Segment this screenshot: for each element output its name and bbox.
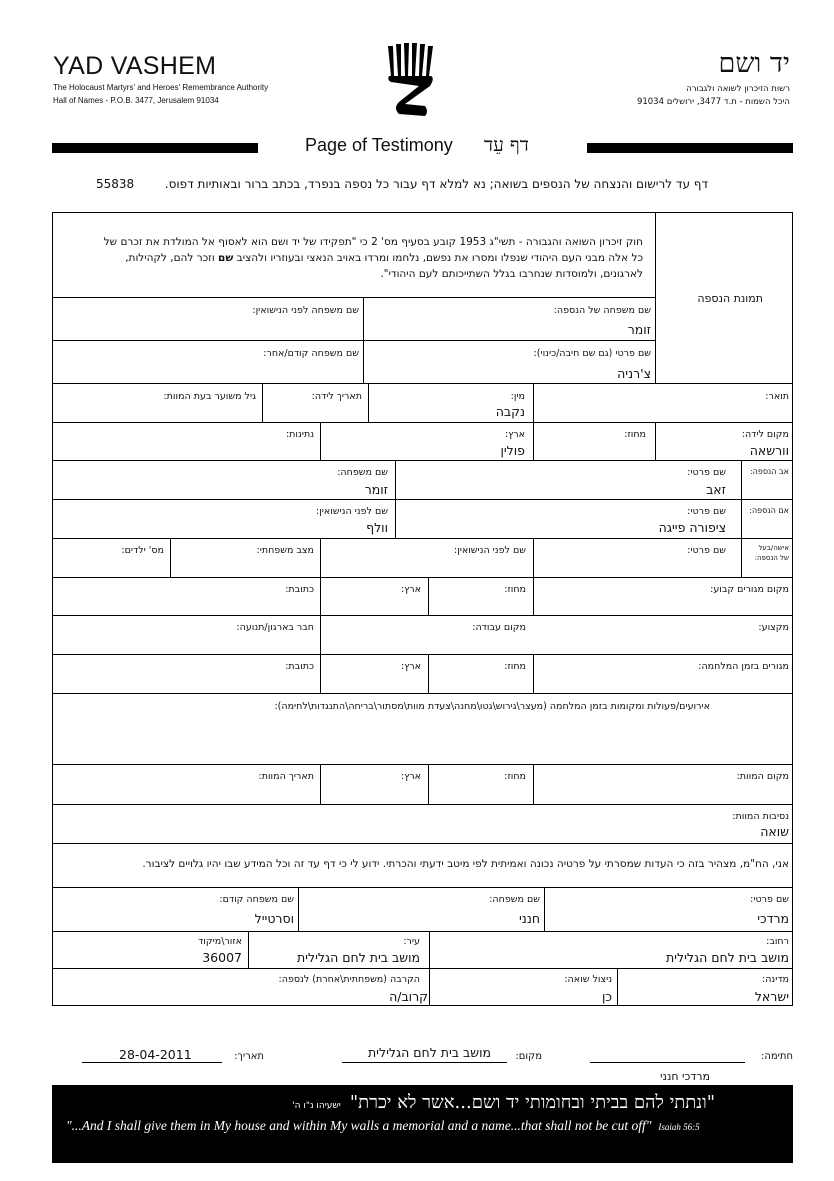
spouse-maiden-label: שם לפני הנישואין: — [453, 545, 526, 556]
org-subtitle-en: The Holocaust Martyrs' and Heroes' Remembrance Authority — [53, 83, 269, 92]
nationality-label: נתינות: — [285, 429, 314, 440]
signer-name: מרדכי חנני — [660, 1070, 710, 1083]
death-country-label: ארץ: — [400, 771, 421, 782]
sign-label: חתימה: — [760, 1051, 793, 1062]
survivor-value[interactable]: כן — [601, 989, 612, 1004]
date-line — [82, 1062, 222, 1063]
death-circ-value[interactable]: שואה — [760, 824, 789, 839]
birth-district-label: מחוז: — [624, 429, 646, 440]
residence-country-label: ארץ: — [400, 584, 421, 595]
mother-label: אם הנספה: — [749, 506, 789, 515]
form-number: 55838 — [96, 177, 135, 191]
residence-district-label: מחוז: — [504, 584, 526, 595]
submitter-surname-value[interactable]: חנני — [519, 911, 540, 926]
birth-country-value[interactable]: פולין — [500, 443, 525, 458]
father-surname-value[interactable]: זומר — [364, 482, 388, 497]
law-text-line-2: כל אלה מבני העם היהודי שנפלו ומסרו את נפשם, נלחמו ומרדו באויב הנאצי ובעוזריו ולהציב שם וזכר להם, לקהילות, — [125, 252, 643, 264]
title-en: Page of Testimony — [305, 135, 453, 155]
dob-label: תאריך לידה: — [311, 391, 362, 402]
mother-first-label: שם פרטי: — [687, 506, 726, 517]
org-member-label: חבר בארגון/תנועה: — [236, 622, 314, 633]
marital-label: מצב משפחתי: — [256, 545, 314, 556]
relation-value[interactable]: קרוב/ה — [389, 989, 428, 1004]
mother-maiden-value[interactable]: וולף — [366, 520, 388, 535]
profession-label: מקצוע: — [758, 622, 789, 633]
org-address-he: היכל השמות - ת.ד 3477, ירושלים 91034 — [636, 97, 790, 107]
birthplace-label: מקום לידה: — [741, 429, 789, 440]
place-line — [342, 1062, 507, 1063]
law-text — [53, 234, 643, 282]
birth-country-label: ארץ: — [504, 429, 525, 440]
org-name-en: YAD VASHEM — [53, 52, 217, 80]
survivor-label: ניצול שואה: — [564, 974, 612, 985]
workplace-label: מקום עבודה: — [472, 622, 526, 633]
date-label: תאריך: — [234, 1051, 264, 1062]
birthplace-value[interactable]: וורשאה — [749, 443, 789, 458]
country-label: מדינה: — [762, 974, 789, 985]
war-residence-label: מגורים בזמן המלחמה: — [698, 661, 789, 672]
photo-label: תמונת הנספה — [697, 292, 763, 305]
sign-line[interactable] — [590, 1062, 745, 1063]
title-bar-left — [52, 143, 258, 153]
father-first-value[interactable]: זאב — [706, 482, 726, 497]
law-text-line-1: חוק זיכרון השואה והגבורה - תשי"ג 1953 קובע בסעיף מס' 2 כי "תפקידו של יד ושם הוא לאסוף אל המולדת את זכרם של — [103, 236, 643, 248]
country-value[interactable]: ישראל — [754, 989, 789, 1004]
quote-en: "...And I shall give them in My house and within My walls a memorial and a name...that shall not be cut off" Isaiah 56:5 — [66, 1118, 700, 1133]
maiden-name-label: שם משפחה לפני הנישואין: — [252, 305, 359, 316]
org-subtitle-he: רשות הזיכרון לשואה ולגבורה — [686, 84, 790, 94]
relation-label: הקרבה (משפחתית\אחרת) לנספה: — [278, 974, 420, 985]
gender-label: מין: — [510, 391, 525, 402]
zip-label: אזור\מיקוד — [198, 936, 242, 947]
org-address-en: Hall of Names - P.O.B. 3477, Jerusalem 91034 — [53, 96, 219, 105]
death-date-label: תאריך המוות: — [258, 771, 314, 782]
father-surname-label: שם משפחה: — [337, 467, 388, 478]
prev-surname-label: שם משפחה קודם/אחר: — [263, 348, 359, 359]
spouse-label: אישה/בעל של הנספה: — [754, 544, 789, 562]
first-name-label: שם פרטי (גם שם חיבה/כינוי): — [533, 348, 651, 359]
title-label: תואר: — [765, 391, 789, 402]
submitter-prev-surname-value[interactable]: וסרטייל — [254, 911, 294, 926]
death-circ-label: נסיבות המוות: — [732, 811, 789, 822]
org-name-he: יד ושם — [718, 48, 790, 79]
events-label: אירועים/פעולות ומקומות בזמן המלחמה (מעצר\גירוש\גטו\מחנה\צעדת מוות\מסתור\בריחה\התנגדות\לחימה): — [274, 701, 710, 712]
residence-address-label: כתובת: — [285, 584, 314, 595]
spouse-first-label: שם פרטי: — [687, 545, 726, 556]
declaration: אני, הח"מ, מצהיר בזה כי העדות שמסרתי על פרטיה נכונה ואמיתית לפי מיטב ידעתי והכרתי. ידוע לי כי דף עד זה וכל המידע שבו יהיו גלויים לציבור. — [142, 858, 789, 870]
war-address-label: כתובת: — [285, 661, 314, 672]
death-place-label: מקום המוות: — [736, 771, 789, 782]
date-value[interactable]: 28-04-2011 — [119, 1047, 192, 1062]
submitter-first-value[interactable]: מרדכי — [757, 911, 789, 926]
gender-value[interactable]: נקבה — [495, 404, 525, 419]
father-first-label: שם פרטי: — [687, 467, 726, 478]
street-label: רחוב: — [766, 936, 789, 947]
victim-surname-value[interactable]: זומר — [627, 322, 651, 337]
law-text-line-3: לארגונים, ולמוסדות שנחרבו בגלל השתייכותם לעם היהודי". — [380, 268, 643, 280]
submitter-first-label: שם פרטי: — [750, 894, 789, 905]
street-value[interactable]: מושב בית לחם הגלילית — [665, 950, 789, 965]
city-value[interactable]: מושב בית לחם הגלילית — [296, 950, 420, 965]
father-label: אב הנספה: — [749, 467, 789, 476]
residence-label: מקום מגורים קבוע: — [710, 584, 789, 595]
title-he: דף עֵד — [484, 134, 529, 156]
title-bar-right — [587, 143, 793, 153]
yad-vashem-logo-icon — [385, 42, 437, 120]
children-label: מס' ילדים: — [121, 545, 164, 556]
city-label: עיר: — [403, 936, 420, 947]
submitter-surname-label: שם משפחה: — [489, 894, 540, 905]
mother-first-value[interactable]: ציפורה פייגה — [658, 520, 726, 535]
instructions: דף עד לרישום והנצחה של הנספים בשואה; נא למלא דף עבור כל נספה בנפרד, בכתב ברור ובאותיות דפוס. — [164, 177, 708, 191]
quote-he: "ונתתי להם בביתי ובחומותי יד ושם...אשר לא יכרת" ישעיהו נ"ו ה' — [292, 1092, 715, 1113]
age-label: גיל משוער בעת המוות: — [163, 391, 256, 402]
zip-value[interactable]: 36007 — [202, 950, 242, 965]
war-country-label: ארץ: — [400, 661, 421, 672]
place-label: מקום: — [515, 1051, 542, 1062]
quote-banner — [52, 1085, 793, 1163]
submitter-prev-surname-label: שם משפחה קודם: — [219, 894, 294, 905]
war-district-label: מחוז: — [504, 661, 526, 672]
place-value[interactable]: מושב בית לחם הגלילית — [367, 1045, 491, 1060]
victim-surname-label: שם משפחה של הנספה: — [553, 305, 651, 316]
death-district-label: מחוז: — [504, 771, 526, 782]
first-name-value[interactable]: צ'רניה — [617, 366, 651, 381]
mother-maiden-label: שם לפני הנישואין: — [315, 506, 388, 517]
